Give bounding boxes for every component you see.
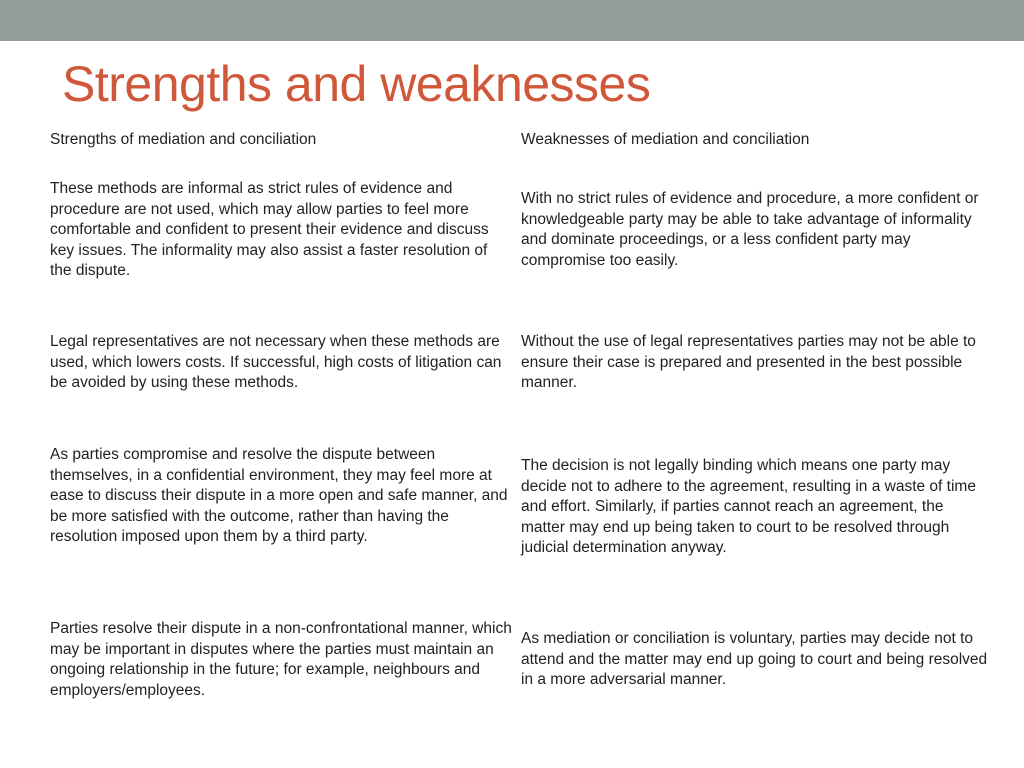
- strength-item: Legal representatives are not necessary when these methods are used, which lowers costs. If successful, high costs of litigation can be avoided by using these methods.: [50, 333, 502, 391]
- strength-item: These methods are informal as strict rules of evidence and procedure are not used, which may allow parties to feel more comfortable and confident to present their evidence and discuss key issues. The informality may also assist a faster resolution of the dispute.: [50, 180, 489, 279]
- top-banner-bar: [0, 0, 1024, 41]
- strength-item: Parties resolve their dispute in a non-confrontational manner, which may be important in disputes where the parties must maintain an ongoing relationship in the future; for example, neighbours and employers/employees.: [50, 620, 512, 699]
- weaknesses-header: Weaknesses of mediation and conciliation: [521, 131, 810, 148]
- slide-title: Strengths and weaknesses: [62, 56, 651, 112]
- strength-item: As parties compromise and resolve the dispute between themselves, in a confidential environment, they may feel more at ease to discuss their dispute in a more open and safe manner, and be more satisfied with the outcome, rather than having the resolution imposed upon them by a third party.: [50, 446, 508, 545]
- strengths-header: Strengths of mediation and conciliation: [50, 131, 317, 148]
- weakness-item: Without the use of legal representatives parties may not be able to ensure their case is prepared and presented in the best possible manner.: [521, 333, 976, 391]
- weakness-item: The decision is not legally binding which means one party may decide not to adhere to the agreement, resulting in a waste of time and effort. Similarly, if parties cannot reach an agreement, the matter may end up being taken to court to be resolved through judicial determination anyway.: [521, 457, 976, 556]
- weakness-item: As mediation or conciliation is voluntary, parties may decide not to attend and the matter may end up going to court and being resolved in a more adversarial manner.: [521, 630, 988, 688]
- weakness-item: With no strict rules of evidence and procedure, a more confident or knowledgeable party may be able to take advantage of informality and dominate proceedings, or a less confident party may compromise too easily.: [521, 190, 979, 269]
